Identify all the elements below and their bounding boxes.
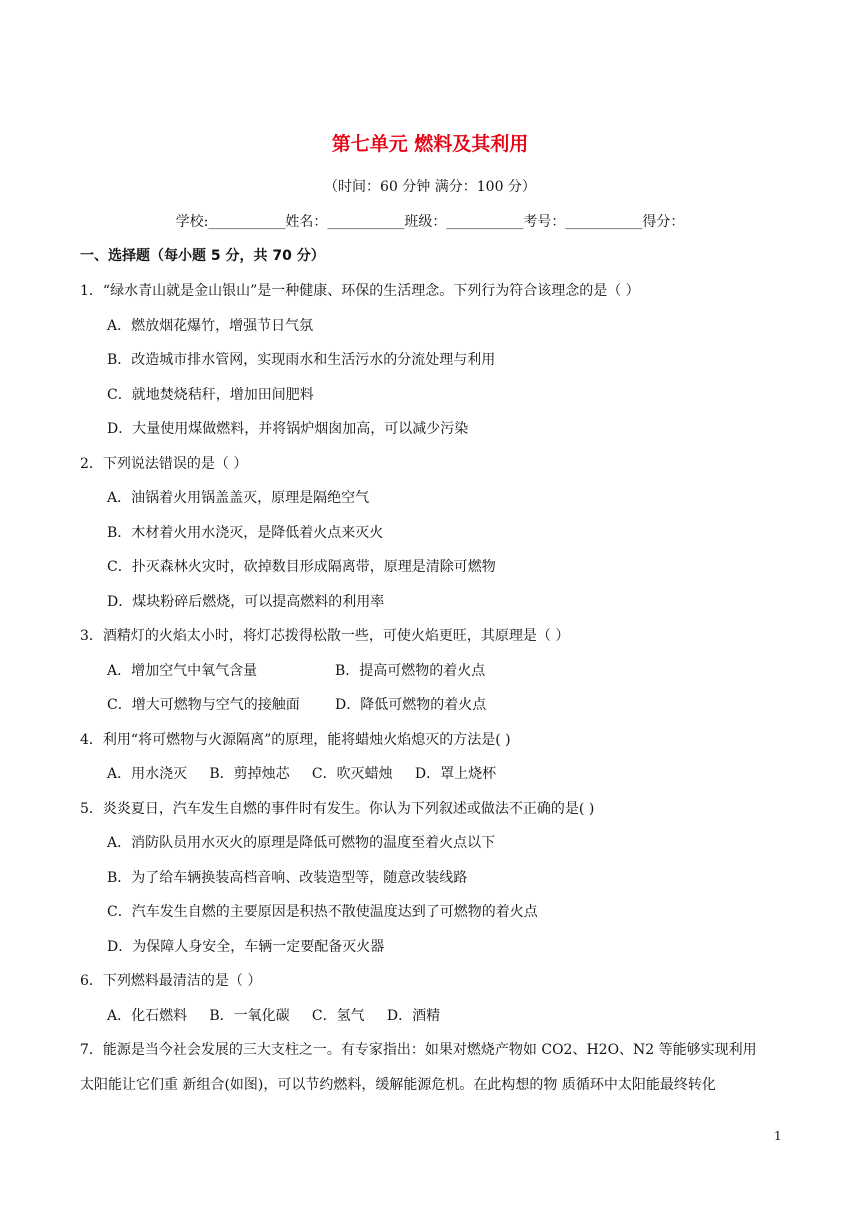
question-3-option-b: B．提高可燃物的着火点	[335, 663, 486, 679]
question-1-option-a: A．燃放烟花爆竹，增强节日气氛	[107, 318, 314, 334]
question-7-stem-line-1: 7．能源是当今社会发展的三大支柱之一。有专家指出：如果对燃烧产物如 CO2、H2O、N2 等能够实现利用	[80, 1042, 757, 1058]
page-number: 1	[774, 1129, 782, 1143]
question-4-stem: 4．利用“将可燃物与火源隔离”的原理，能将蜡烛火焰熄灭的方法是( )	[80, 732, 511, 748]
question-2-option-d: D．煤块粉碎后燃烧，可以提高燃料的利用率	[107, 594, 385, 610]
student-info-line: 学校:___________姓名：___________班级：___________考号：___________得分：	[175, 214, 685, 230]
question-2-stem: 2．下列说法错误的是（ ）	[80, 456, 248, 472]
question-2-option-b: B．木材着火用水浇灭，是降低着火点来灭火	[107, 525, 384, 541]
question-3-option-d: D．降低可燃物的着火点	[335, 697, 487, 713]
question-4-options: A．用水浇灭 B．剪掉烛芯 C．吹灭蜡烛 D．罩上烧杯	[107, 766, 497, 782]
question-1-stem: 1．“绿水青山就是金山银山”是一种健康、环保的生活理念。下列行为符合该理念的是（ ）	[80, 283, 640, 299]
question-5-option-a: A．消防队员用水灭火的原理是降低可燃物的温度至着火点以下	[107, 835, 496, 851]
question-2-option-a: A．油锅着火用锅盖盖灭，原理是隔绝空气	[107, 490, 370, 506]
question-2-option-c: C．扑灭森林火灾时，砍掉数目形成隔离带，原理是清除可燃物	[107, 559, 496, 575]
question-3-option-a: A．增加空气中氧气含量	[107, 663, 258, 679]
question-6-options: A．化石燃料 B．一氧化碳 C．氢气 D．酒精	[107, 1008, 441, 1024]
question-1-option-b: B．改造城市排水管网，实现雨水和生活污水的分流处理与利用	[107, 352, 496, 368]
question-5-option-d: D．为保障人身安全，车辆一定要配备灭火器	[107, 939, 385, 955]
question-1-option-d: D．大量使用煤做燃料，并将锅炉烟囱加高，可以减少污染	[107, 421, 469, 437]
question-7-stem-line-2: 太阳能让它们重 新组合(如图)，可以节约燃料，缓解能源危机。在此构想的物 质循环中太阳能最终转化	[80, 1077, 716, 1093]
page-title: 第七单元 燃料及其利用	[331, 133, 529, 155]
question-3-stem: 3．酒精灯的火焰太小时，将灯芯拨得松散一些，可使火焰更旺，其原理是（ ）	[80, 628, 570, 644]
question-5-option-c: C．汽车发生自燃的主要原因是积热不散使温度达到了可燃物的着火点	[107, 904, 538, 920]
section-heading: 一、选择题（每小题 5 分，共 70 分）	[80, 248, 325, 264]
question-5-stem: 5．炎炎夏日，汽车发生自燃的事件时有发生。你认为下列叙述或做法不正确的是( )	[80, 801, 595, 817]
question-3-option-c: C．增大可燃物与空气的接触面	[107, 697, 300, 713]
question-5-option-b: B．为了给车辆换装高档音响、改装造型等，随意改装线路	[107, 870, 468, 886]
question-1-option-c: C．就地焚烧秸秆，增加田间肥料	[107, 387, 314, 403]
question-6-stem: 6．下列燃料最清洁的是（ ）	[80, 973, 262, 989]
exam-time-score: （时间：60 分钟 满分：100 分）	[324, 179, 536, 195]
